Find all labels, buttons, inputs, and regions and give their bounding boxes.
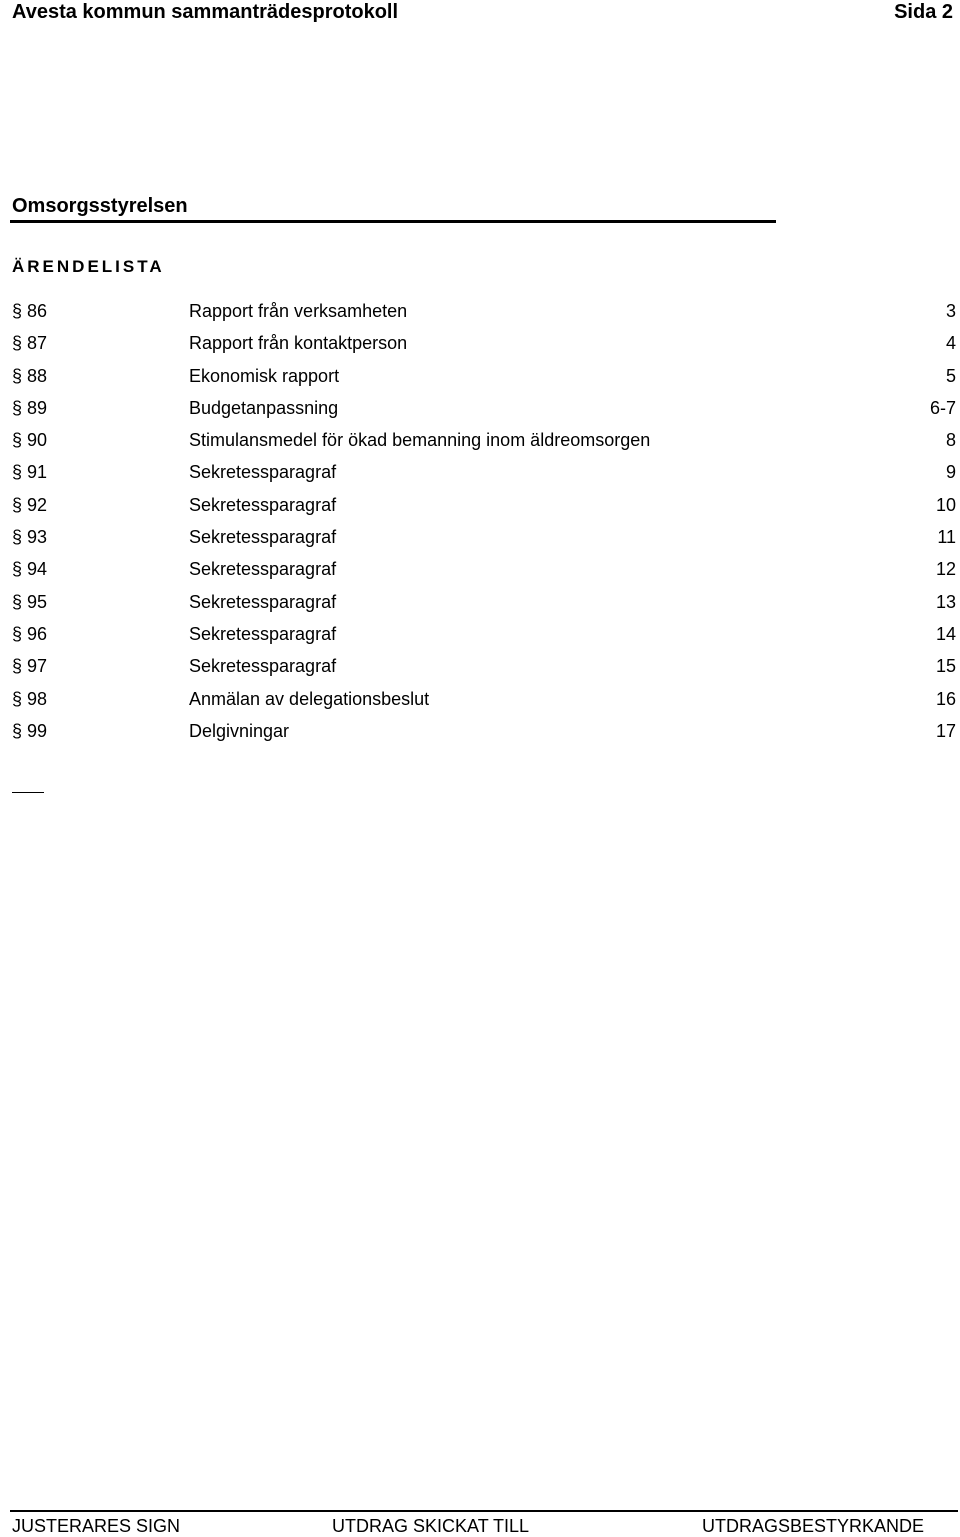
agenda-item-page: 12 [935,559,956,580]
agenda-item [12,491,956,523]
document-header-title: Avesta kommun sammanträdesprotokoll [12,1,399,23]
agenda-item-title: Sekretessparagraf [189,591,337,612]
agenda-item [12,620,956,652]
agenda-item-title: Sekretessparagraf [189,559,337,580]
agenda-item-number: 90 [27,430,48,451]
agenda-list [12,297,956,749]
agenda-item-page: 9 [945,462,956,483]
agenda-item [12,652,956,684]
agenda-item-page: 16 [935,688,956,709]
agenda-item [12,329,956,361]
section-symbol: § [12,430,23,451]
agenda-item-page: 14 [935,623,956,644]
agenda-item [12,426,956,458]
agenda-item-page: 4 [945,333,956,354]
agenda-item [12,394,956,426]
footer-utdragsbestyrkande: UTDRAGSBESTYRKANDE [702,1516,925,1536]
section-symbol: § [12,397,23,418]
agenda-item-title: Sekretessparagraf [189,623,337,644]
agenda-item-page: 11 [937,527,956,548]
section-symbol: § [12,591,23,612]
agenda-item-page: 8 [945,430,956,451]
section-symbol: § [12,527,23,548]
agenda-item-title: Sekretessparagraf [189,494,337,515]
end-of-list-rule [12,792,44,793]
agenda-item-number: 87 [27,333,48,354]
agenda-item [12,523,956,555]
agenda-item-number: 86 [27,301,48,321]
board-title: Omsorgsstyrelsen [12,195,188,217]
agenda-item-number: 98 [27,688,48,709]
agenda-item [12,555,956,587]
agenda-item [12,362,956,394]
section-symbol: § [12,333,23,354]
section-symbol: § [12,559,23,580]
section-symbol: § [12,301,23,321]
footer-justerares-sign: JUSTERARES SIGN [12,1516,181,1536]
section-symbol: § [12,656,23,677]
agenda-item-title: Stimulansmedel för ökad bemanning inom äldreomsorgen [189,430,651,451]
section-symbol: § [12,720,23,741]
agenda-item [12,685,956,717]
section-symbol: § [12,623,23,644]
footer-utdrag-skickat-till: UTDRAG SKICKAT TILL [332,1516,530,1536]
board-title-underline [10,220,776,223]
section-symbol: § [12,494,23,515]
agenda-item-page: 3 [945,301,956,321]
agenda-item-title: Budgetanpassning [189,397,339,418]
agenda-item-number: 99 [27,720,48,741]
agenda-item-title: Delgivningar [189,720,290,741]
agenda-item-number: 93 [27,527,48,548]
agenda-item-page: 17 [935,720,956,741]
agenda-item-number: 88 [27,365,48,386]
footer-rule [10,1510,958,1512]
agenda-item-page: 10 [935,494,956,515]
agenda-item-page: 15 [935,656,956,677]
agenda-item [12,458,956,490]
agenda-item-title: Rapport från verksamheten [189,301,408,321]
agenda-item-title: Anmälan av delegationsbeslut [189,688,430,709]
agenda-item-title: Sekretessparagraf [189,462,337,483]
agenda-item [12,297,956,329]
agenda-item [12,717,956,749]
agenda-heading: ÄRENDELISTA [12,257,165,276]
agenda-item-number: 94 [27,559,48,580]
section-symbol: § [12,462,23,483]
agenda-item-number: 97 [27,656,48,677]
section-symbol: § [12,688,23,709]
agenda-item-title: Sekretessparagraf [189,527,337,548]
agenda-item-number: 95 [27,591,48,612]
section-symbol: § [12,365,23,386]
page-number: Sida 2 [894,1,953,23]
agenda-item-page: 13 [935,591,956,612]
agenda-item-page: 6-7 [929,397,956,418]
agenda-item-number: 96 [27,623,48,644]
agenda-item-number: 92 [27,494,48,515]
agenda-item-number: 91 [27,462,48,483]
agenda-item-number: 89 [27,397,48,418]
agenda-item-title: Sekretessparagraf [189,656,337,677]
agenda-item-title: Ekonomisk rapport [189,365,340,386]
agenda-item [12,588,956,620]
agenda-item-page: 5 [945,365,956,386]
agenda-item-title: Rapport från kontaktperson [189,333,408,354]
